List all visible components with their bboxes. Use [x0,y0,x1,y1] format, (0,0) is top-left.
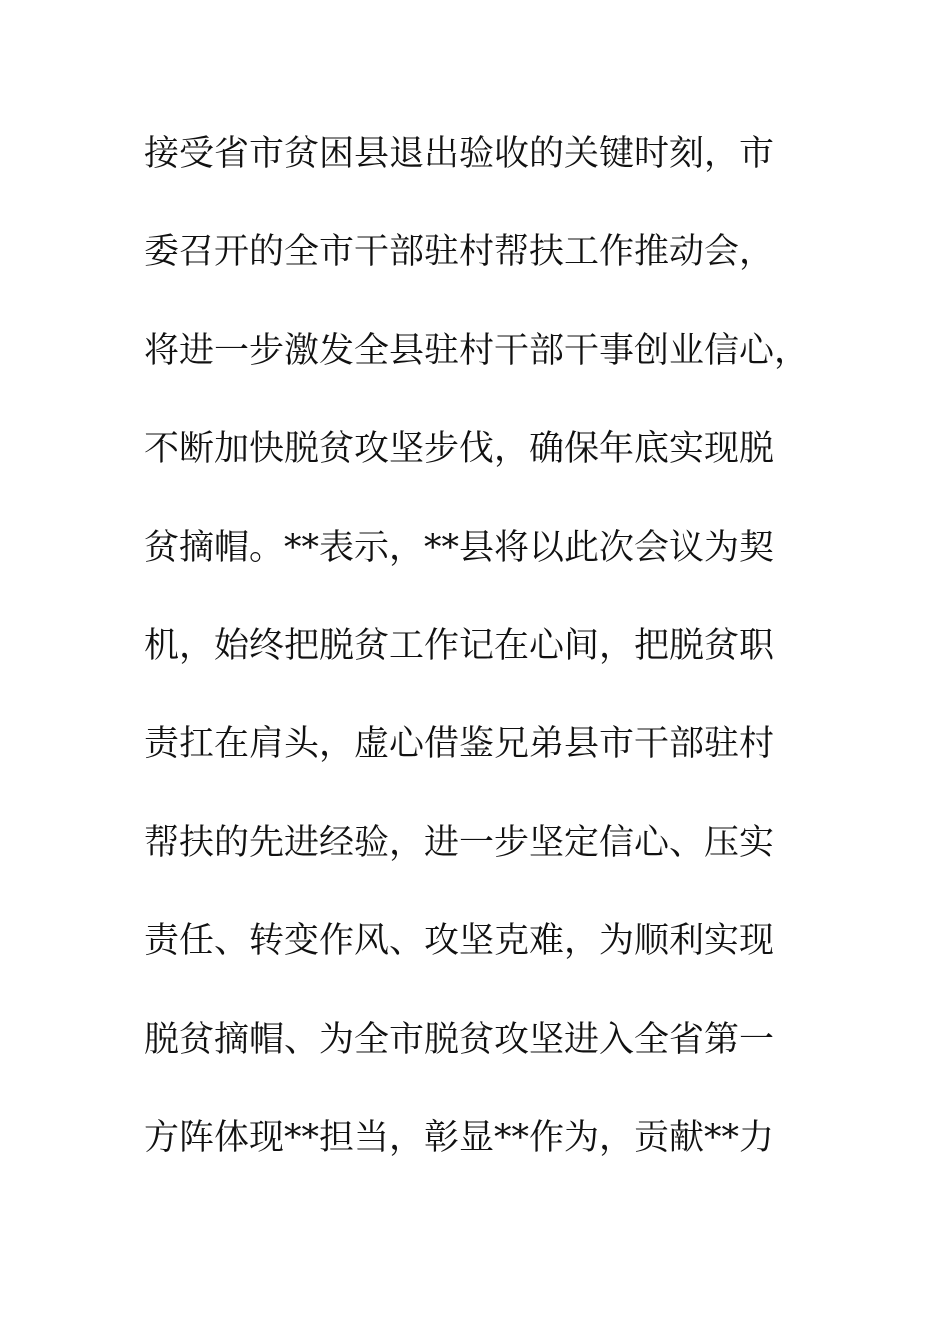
text-line: 贫摘帽。**表示，**县将以此次会议为契 [144,527,775,568]
body-text [144,126,844,1208]
text-line: 责任、转变作风、攻坚克难，为顺利实现 [144,921,775,962]
text-line: 机，始终把脱贫工作记在心间，把脱贫职 [144,625,775,666]
text-line: 接受省市贫困县退出验收的关键时刻，市 [144,134,775,174]
text-line: 将进一步激发全县驻村干部干事创业信心， [144,330,810,371]
text-line: 方阵体现**担当，彰显**作为，贡献**力 [144,1117,775,1158]
text-line: 脱贫摘帽、为全市脱贫攻坚进入全省第一 [144,1019,775,1060]
text-line: 帮扶的先进经验，进一步坚定信心、压实 [144,822,775,863]
text-line: 委召开的全市干部驻村帮扶工作推动会， [144,232,775,273]
text-line: 责扛在肩头，虚心借鉴兄弟县市干部驻村 [144,724,775,765]
text-line: 不断加快脱贫攻坚步伐，确保年底实现脱 [144,429,775,470]
